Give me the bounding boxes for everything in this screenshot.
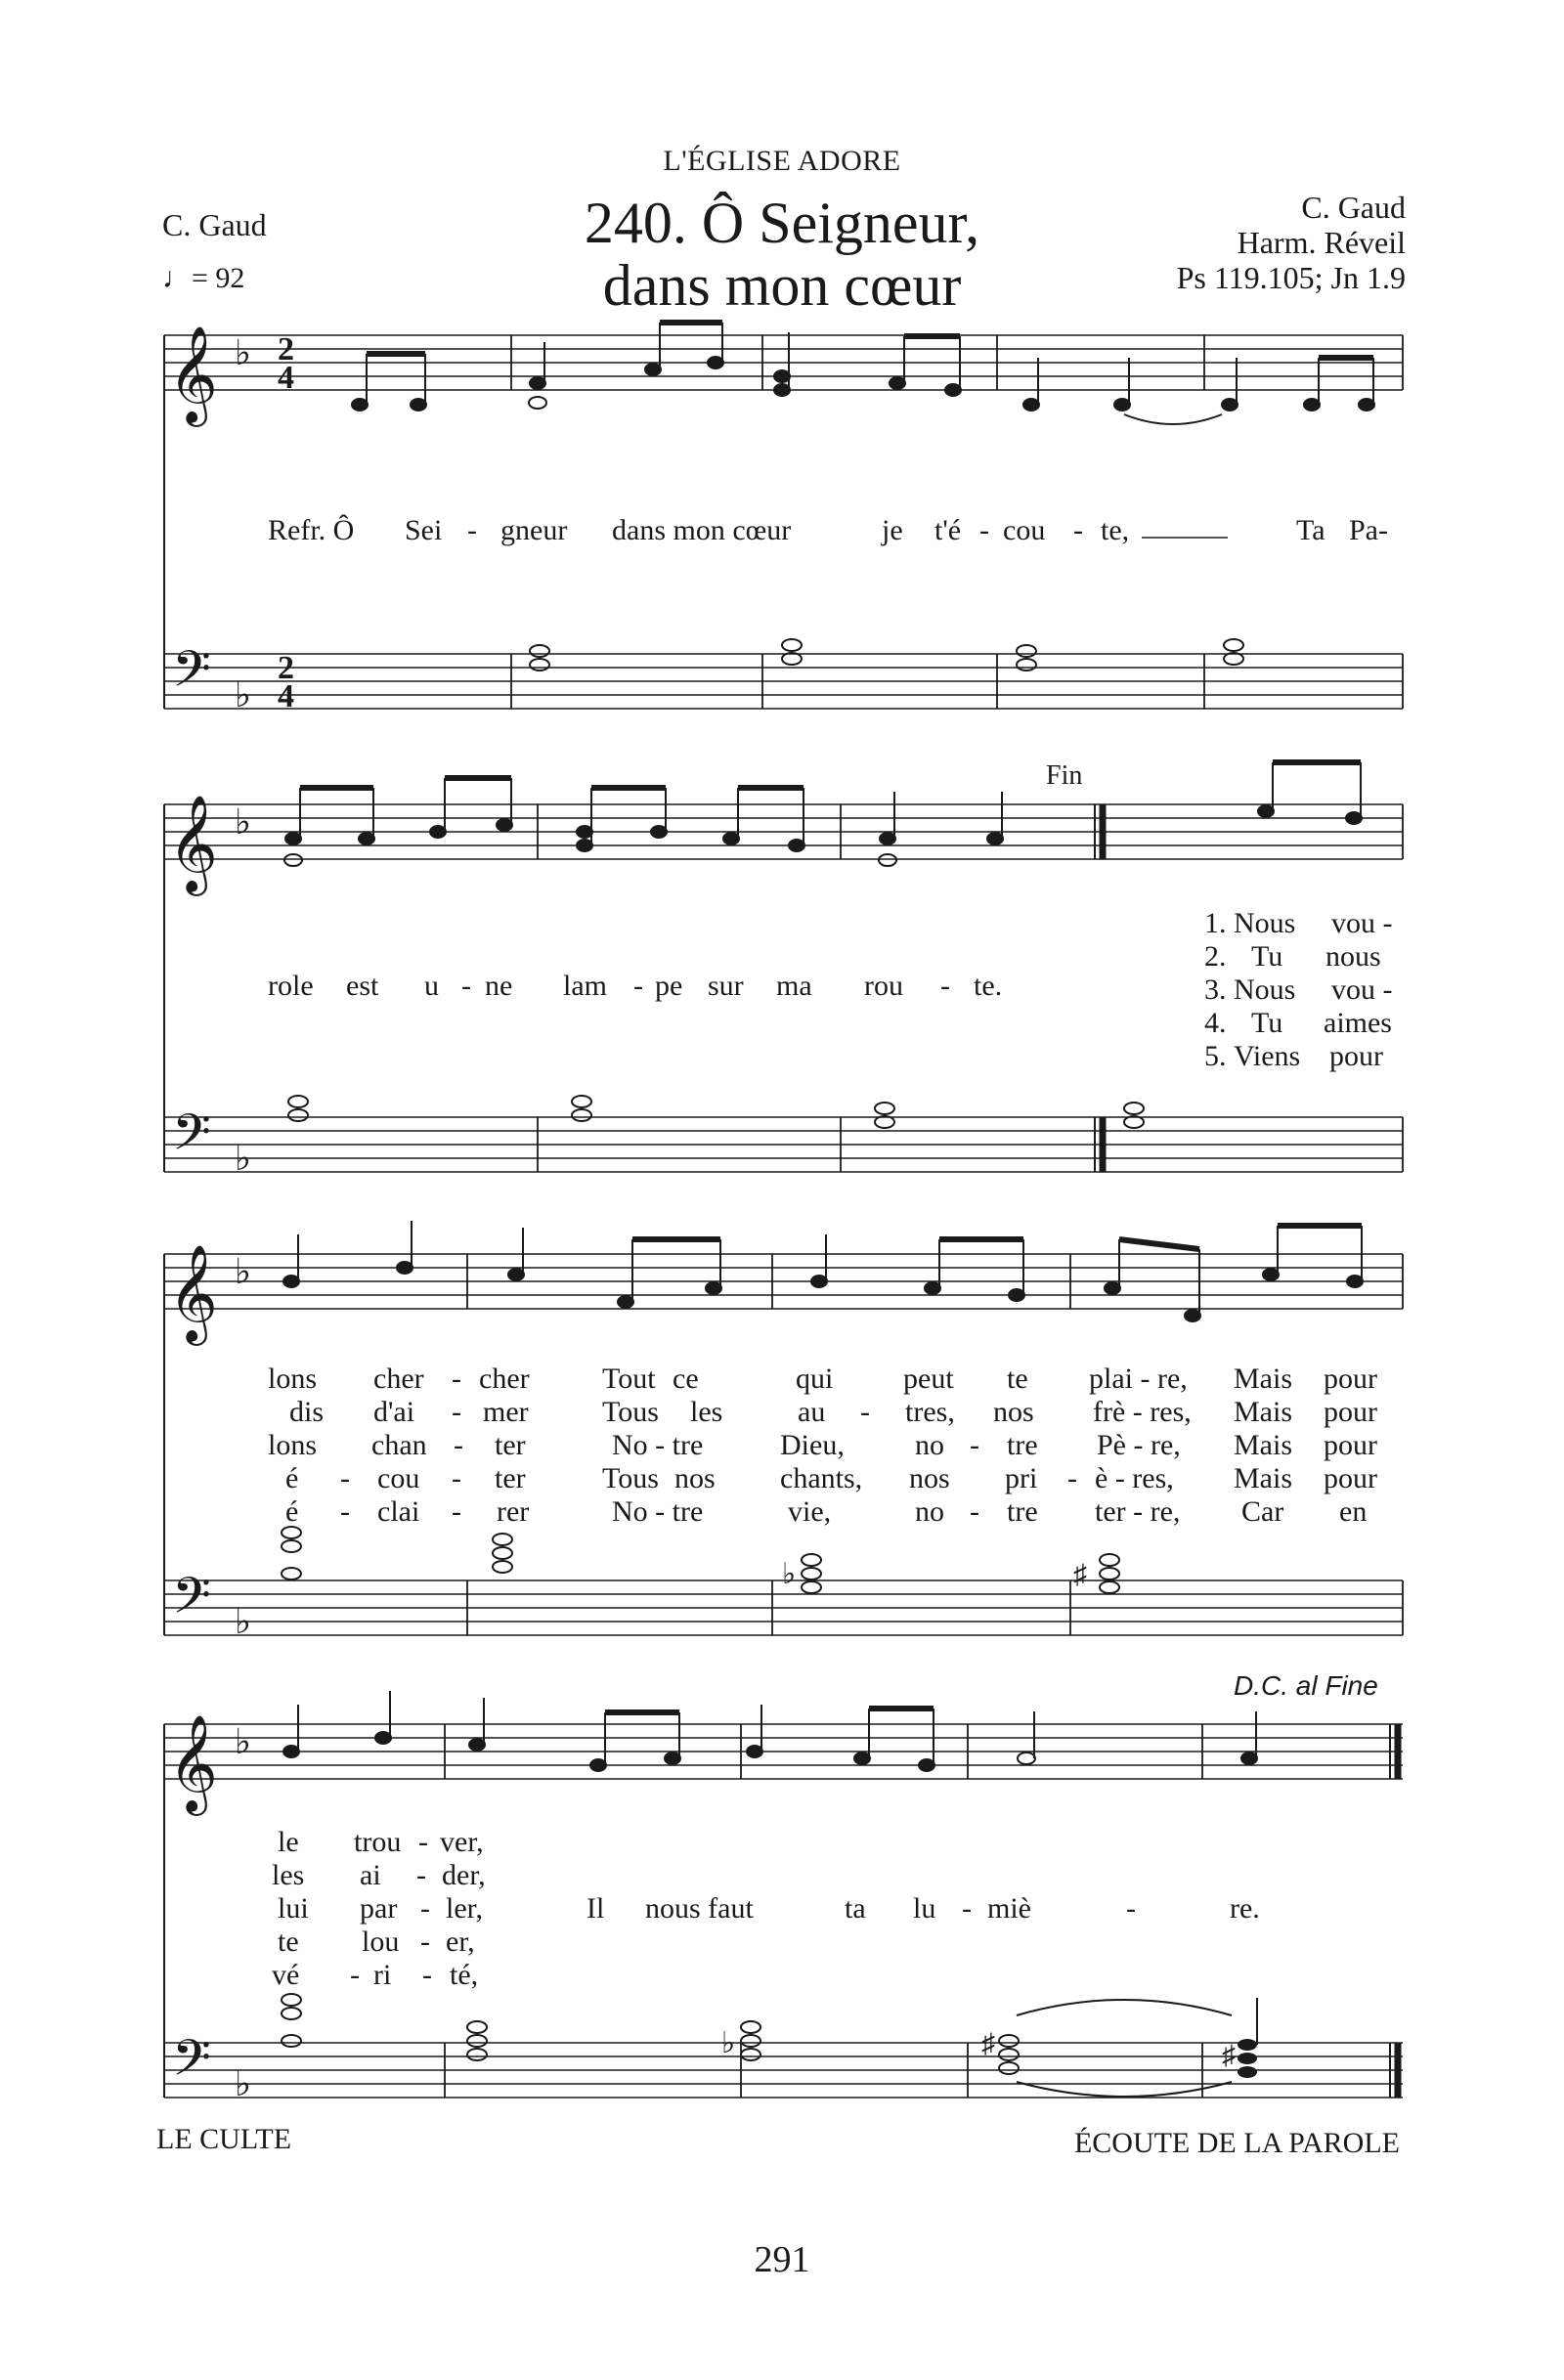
- svg-text:-: -: [633, 970, 643, 1002]
- svg-text:ri: ri: [373, 1959, 392, 1991]
- svg-text:te: te: [278, 1926, 299, 1958]
- svg-text:clai: clai: [377, 1495, 420, 1528]
- bass-chords: [282, 1527, 1119, 1593]
- svg-text:-: -: [422, 1959, 432, 1991]
- svg-text:Tu: Tu: [1251, 1007, 1283, 1039]
- svg-text:chants,: chants,: [780, 1462, 863, 1494]
- flat-icon: ♭: [235, 802, 251, 842]
- svg-text:té,: té,: [450, 1959, 479, 1991]
- svg-text:-: -: [350, 1959, 360, 1991]
- bass-chords: [288, 1096, 1144, 1128]
- svg-text:plai - re,: plai - re,: [1089, 1363, 1188, 1395]
- svg-text:Pa-: Pa-: [1349, 514, 1388, 546]
- svg-text:Sei: Sei: [405, 514, 443, 546]
- svg-text:nous faut: nous faut: [645, 1892, 754, 1925]
- treble-clef-icon: 𝄞: [168, 797, 218, 890]
- svg-text:lui: lui: [278, 1892, 309, 1925]
- flat-icon: ♭: [235, 1722, 251, 1761]
- svg-text:pour: pour: [1324, 1429, 1377, 1461]
- flat-icon: ♭: [235, 1139, 251, 1178]
- svg-text:Pè - re,: Pè - re,: [1097, 1429, 1181, 1461]
- svg-text:1.: 1.: [1204, 907, 1227, 939]
- svg-text:ma: ma: [776, 970, 812, 1002]
- svg-text:Il: Il: [586, 1892, 605, 1925]
- svg-text:vé: vé: [272, 1959, 300, 1991]
- svg-text:ter: ter: [495, 1462, 526, 1494]
- sharp-icon: ♯: [1073, 1560, 1087, 1590]
- svg-text:nos: nos: [674, 1462, 716, 1494]
- svg-text:4.: 4.: [1204, 1007, 1227, 1039]
- system-4: [164, 1670, 1403, 2103]
- svg-text:lons: lons: [268, 1363, 318, 1395]
- svg-text:-: -: [970, 1495, 979, 1528]
- lyrics-line: [268, 514, 1388, 546]
- bass-clef-icon: 𝄢: [172, 1570, 211, 1636]
- svg-text:te.: te.: [974, 970, 1003, 1002]
- flat-icon: ♭: [235, 1602, 251, 1641]
- svg-text:no: no: [915, 1495, 944, 1528]
- svg-text:nos: nos: [909, 1462, 950, 1494]
- footer-section-left: LE CULTE: [156, 2123, 292, 2155]
- svg-text:est: est: [346, 970, 379, 1002]
- svg-text:3.: 3.: [1204, 974, 1227, 1006]
- svg-text:ter: ter: [495, 1429, 526, 1461]
- system-2: [164, 760, 1403, 1178]
- treble-clef-icon: 𝄞: [168, 1246, 218, 1340]
- svg-text:pri: pri: [1005, 1462, 1038, 1494]
- svg-text:-: -: [416, 1859, 426, 1891]
- svg-text:lam: lam: [563, 970, 607, 1002]
- page-number: 291: [754, 2239, 810, 2280]
- svg-text:Tu: Tu: [1251, 940, 1283, 973]
- svg-text:d'ai: d'ai: [373, 1396, 415, 1428]
- svg-text:miè: miè: [987, 1892, 1031, 1925]
- svg-text:ai: ai: [360, 1859, 381, 1891]
- bass-clef-icon: 𝄢: [172, 643, 211, 710]
- svg-text:re.: re.: [1230, 1892, 1260, 1925]
- svg-text:t'é: t'é: [934, 514, 962, 546]
- bass-clef-icon: 𝄢: [172, 2032, 211, 2099]
- svg-text:tre: tre: [1007, 1495, 1038, 1528]
- svg-text:Tous: Tous: [602, 1396, 659, 1428]
- svg-text:vou -: vou -: [1331, 974, 1393, 1006]
- credit-composer: C. Gaud: [1301, 190, 1406, 225]
- lyrics-line: [268, 970, 1002, 1002]
- svg-text:-: -: [452, 1495, 461, 1528]
- quarter-note-icon: ♩: [162, 262, 192, 294]
- svg-text:-: -: [1126, 1892, 1136, 1925]
- svg-text:Tous: Tous: [602, 1462, 659, 1494]
- svg-text:peut: peut: [903, 1363, 954, 1395]
- bass-chords: [530, 639, 1243, 671]
- svg-text:aimes: aimes: [1324, 1007, 1392, 1039]
- svg-text:frè - res,: frè - res,: [1093, 1396, 1192, 1428]
- svg-text:qui: qui: [796, 1363, 834, 1395]
- treble-clef-icon: 𝄞: [168, 327, 218, 421]
- notes: [284, 762, 1362, 866]
- svg-text:vou -: vou -: [1331, 907, 1393, 939]
- system-3: [164, 1221, 1403, 1641]
- svg-text:-: -: [467, 514, 477, 546]
- time-signature-top: 2: [278, 331, 294, 368]
- svg-text:dis: dis: [289, 1396, 325, 1428]
- credit-scripture: Ps 119.105; Jn 1.9: [1176, 260, 1406, 295]
- lyrics-verses: [272, 1826, 486, 1991]
- svg-text:-: -: [418, 1826, 428, 1858]
- svg-text:pe: pe: [655, 970, 683, 1002]
- svg-text:ta: ta: [845, 1892, 866, 1925]
- svg-text:pour: pour: [1324, 1363, 1377, 1395]
- svg-text:cou: cou: [1003, 514, 1046, 546]
- svg-text:tres,: tres,: [905, 1396, 955, 1428]
- flat-icon: ♭: [782, 1558, 797, 1590]
- svg-text:pour: pour: [1329, 1040, 1383, 1072]
- notes: [352, 323, 1374, 424]
- svg-text:Dieu,: Dieu,: [780, 1429, 845, 1461]
- svg-text:lons: lons: [268, 1429, 318, 1461]
- time-signature-top: 2: [278, 650, 294, 686]
- time-signature-bottom: 4: [278, 678, 294, 714]
- svg-text:no: no: [915, 1429, 944, 1461]
- dc-al-fine-mark: D.C. al Fine: [1234, 1670, 1378, 1701]
- svg-text:Mais: Mais: [1234, 1429, 1292, 1461]
- svg-text:trou: trou: [354, 1826, 402, 1858]
- svg-text:-: -: [452, 1363, 461, 1395]
- notes: [283, 1691, 1257, 1771]
- svg-text:les: les: [690, 1396, 723, 1428]
- svg-text:Mais: Mais: [1234, 1462, 1292, 1494]
- svg-text:cou: cou: [377, 1462, 420, 1494]
- svg-text:rer: rer: [497, 1495, 530, 1528]
- svg-text:Ta: Ta: [1296, 514, 1325, 546]
- svg-text:é: é: [285, 1495, 299, 1528]
- svg-text:par: par: [360, 1892, 398, 1925]
- svg-text:ne: ne: [485, 970, 513, 1002]
- svg-text:Mais: Mais: [1234, 1363, 1292, 1395]
- svg-text:mer: mer: [483, 1396, 529, 1428]
- svg-text:role: role: [268, 970, 314, 1002]
- svg-text:les: les: [272, 1859, 305, 1891]
- svg-text:pour: pour: [1324, 1396, 1377, 1428]
- sharp-icon: ♯: [1222, 2041, 1236, 2071]
- verse-numbers: [1204, 907, 1393, 1072]
- sharp-icon: ♯: [981, 2029, 995, 2059]
- svg-text:-: -: [420, 1926, 430, 1958]
- svg-text:No - tre: No - tre: [612, 1495, 704, 1528]
- time-signature-bottom: 4: [278, 360, 294, 396]
- bass-chords: [282, 1994, 1232, 2097]
- svg-text:ter - re,: ter - re,: [1095, 1495, 1181, 1528]
- svg-text:-: -: [860, 1396, 870, 1428]
- svg-text:-: -: [452, 1462, 461, 1494]
- hymn-title-line1: 240. Ô Seigneur,: [584, 191, 980, 255]
- svg-text:é: é: [285, 1462, 299, 1494]
- svg-text:nos: nos: [993, 1396, 1034, 1428]
- fin-mark: Fin: [1046, 760, 1083, 791]
- svg-text:Mais: Mais: [1234, 1396, 1292, 1428]
- notes: [283, 1221, 1363, 1321]
- svg-text:te,: te,: [1101, 514, 1130, 546]
- flat-icon: ♭: [235, 675, 251, 714]
- svg-text:lu: lu: [913, 1892, 936, 1925]
- lyrics-refrain: [586, 1892, 1260, 1925]
- svg-text:le: le: [278, 1826, 299, 1858]
- hymn-title-line2: dans mon cœur: [602, 253, 962, 318]
- svg-text:2.: 2.: [1204, 940, 1227, 973]
- svg-text:en: en: [1339, 1495, 1368, 1528]
- svg-text:-: -: [461, 970, 471, 1002]
- svg-text:vie,: vie,: [788, 1495, 832, 1528]
- svg-text:-: -: [340, 1462, 350, 1494]
- flat-icon: ♭: [235, 1252, 251, 1291]
- svg-text:dans mon cœur: dans mon cœur: [612, 514, 792, 546]
- svg-text:-: -: [940, 970, 950, 1002]
- svg-text:No - tre: No - tre: [612, 1429, 704, 1461]
- flat-icon: ♭: [235, 333, 251, 372]
- svg-text:-: -: [420, 1892, 430, 1925]
- composer-left: C. Gaud: [162, 207, 267, 242]
- svg-text:cher: cher: [479, 1363, 530, 1395]
- svg-text:-: -: [454, 1429, 463, 1461]
- svg-text:u: u: [424, 970, 439, 1002]
- svg-text:-: -: [452, 1396, 461, 1428]
- svg-text:5.: 5.: [1204, 1040, 1227, 1072]
- svg-text:chan: chan: [371, 1429, 427, 1461]
- svg-text:er,: er,: [446, 1926, 475, 1958]
- svg-text:cher: cher: [373, 1363, 424, 1395]
- svg-text:gneur: gneur: [500, 514, 568, 546]
- svg-text:der,: der,: [442, 1859, 486, 1891]
- system-1: [164, 323, 1403, 714]
- tempo-value: = 92: [192, 262, 245, 294]
- svg-text:-: -: [970, 1429, 979, 1461]
- svg-text:rou: rou: [864, 970, 903, 1002]
- svg-text:pour: pour: [1324, 1462, 1377, 1494]
- svg-text:ler,: ler,: [446, 1892, 483, 1925]
- flat-icon: ♭: [235, 2064, 251, 2103]
- svg-text:Nous: Nous: [1234, 974, 1296, 1006]
- svg-text:-: -: [1073, 514, 1083, 546]
- svg-text:-: -: [340, 1495, 350, 1528]
- credit-harmony: Harm. Réveil: [1237, 225, 1406, 260]
- section-heading: L'ÉGLISE ADORE: [663, 145, 901, 177]
- svg-text:ce: ce: [673, 1363, 699, 1395]
- treble-clef-icon: 𝄞: [168, 1716, 218, 1810]
- svg-text:-: -: [962, 1892, 972, 1925]
- svg-text:Tout: Tout: [602, 1363, 656, 1395]
- footer-section-right: ÉCOUTE DE LA PAROLE: [1073, 2127, 1400, 2159]
- svg-text:tre: tre: [1007, 1429, 1038, 1461]
- svg-text:Nous: Nous: [1234, 907, 1296, 939]
- svg-text:è - res,: è - res,: [1095, 1462, 1174, 1494]
- svg-text:-: -: [1067, 1462, 1077, 1494]
- svg-text:lou: lou: [362, 1926, 400, 1958]
- svg-text:sur: sur: [708, 970, 744, 1002]
- svg-text:au: au: [798, 1396, 826, 1428]
- svg-text:nous: nous: [1325, 940, 1381, 973]
- svg-text:Refr. Ô: Refr. Ô: [268, 514, 355, 546]
- svg-text:ver,: ver,: [440, 1826, 484, 1858]
- svg-text:-: -: [979, 514, 989, 546]
- svg-text:Viens: Viens: [1234, 1040, 1301, 1072]
- svg-text:te: te: [1007, 1363, 1028, 1395]
- lyrics-verses: [268, 1363, 1377, 1528]
- bass-clef-icon: 𝄢: [172, 1106, 211, 1173]
- flat-icon: ♭: [721, 2027, 736, 2059]
- svg-text:je: je: [882, 514, 903, 546]
- svg-text:Car: Car: [1241, 1495, 1284, 1528]
